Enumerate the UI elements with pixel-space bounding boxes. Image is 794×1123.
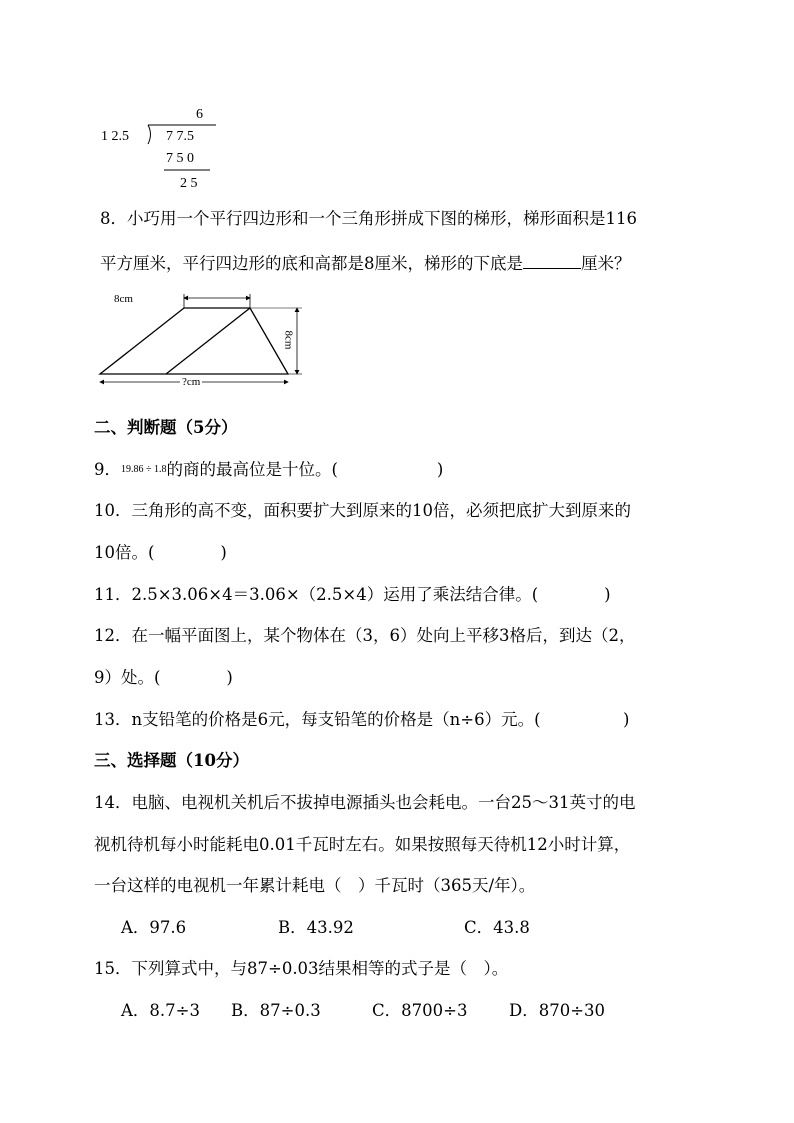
q8-line2-text: 平方厘米，平行四边形的底和高都是8厘米，梯形的下底是 xyxy=(100,254,523,273)
division-bracket xyxy=(140,120,220,180)
division-dividend: 7 7.5 xyxy=(166,129,194,144)
label-top-8cm: 8cm xyxy=(114,293,133,305)
q8-line2-tail: 厘米？ xyxy=(581,254,631,273)
q15-option-c[interactable]: C．8700÷3 xyxy=(372,1001,468,1020)
q9-number: 9． xyxy=(94,460,121,479)
q14-option-c[interactable]: C．43.8 xyxy=(464,918,530,937)
q10-line2: 10倍。( ) xyxy=(94,543,227,562)
q15-option-b[interactable]: B．87÷0.3 xyxy=(231,1001,321,1020)
q14-option-a[interactable]: A．97.6 xyxy=(121,918,187,937)
q9 xyxy=(94,462,443,479)
q15-option-d[interactable]: D．870÷30 xyxy=(509,1001,606,1020)
q12-line1: 12．在一幅平面图上，某个物体在（3，6）处向上平移3格后，到达（2， xyxy=(94,626,636,645)
q14-line1: 14．电脑、电视机关机后不拔掉电源插头也会耗电。一台25～31英寸的电 xyxy=(94,793,636,812)
division-divisor: 1 2.5 xyxy=(101,129,129,144)
trapezoid-figure xyxy=(92,290,312,390)
label-height-8cm: 8cm xyxy=(282,330,295,350)
trapezoid-divider xyxy=(166,308,250,374)
label-bottom-unknown: ?cm xyxy=(182,376,201,388)
q9-expression: 19.86 ÷ 1.8 xyxy=(121,464,167,475)
section2-title: 二、判断题（5分） xyxy=(94,418,238,437)
q11: 11．2.5×3.06×4＝3.06×（2.5×4）运用了乘法结合律。( ) xyxy=(94,585,611,604)
q8-line1: 8．小巧用一个平行四边形和一个三角形拼成下图的梯形，梯形面积是116 xyxy=(100,209,637,228)
q14-option-b[interactable]: B．43.92 xyxy=(278,918,354,937)
q13: 13．n支铅笔的价格是6元，每支铅笔的价格是（n÷6）元。( ) xyxy=(94,710,630,729)
q15-line1: 15．下列算式中，与87÷0.03结果相等的式子是（ ）。 xyxy=(94,959,509,978)
q15-option-a[interactable]: A．8.7÷3 xyxy=(121,1001,200,1020)
q9-text: 的商的最高位是十位。( ) xyxy=(166,460,444,479)
division-product: 7 5 0 xyxy=(166,151,194,166)
answer-blank xyxy=(523,254,581,269)
q14-line3: 一台这样的电视机一年累计耗电（ ）千瓦时（365天/年）。 xyxy=(94,876,536,895)
q14-line2: 视机待机每小时能耗电0.01千瓦时左右。如果按照每天待机12小时计算， xyxy=(94,835,631,854)
division-remainder: 2 5 xyxy=(180,176,198,191)
q12-line2: 9）处。( ) xyxy=(94,668,233,687)
q10-line1: 10．三角形的高不变，面积要扩大到原来的10倍，必须把底扩大到原来的 xyxy=(94,501,631,520)
trapezoid-outline xyxy=(100,308,288,374)
section3-title: 三、选择题（10分） xyxy=(94,751,249,770)
division-quotient: 6 xyxy=(196,107,203,122)
q8-line2 xyxy=(100,254,631,273)
